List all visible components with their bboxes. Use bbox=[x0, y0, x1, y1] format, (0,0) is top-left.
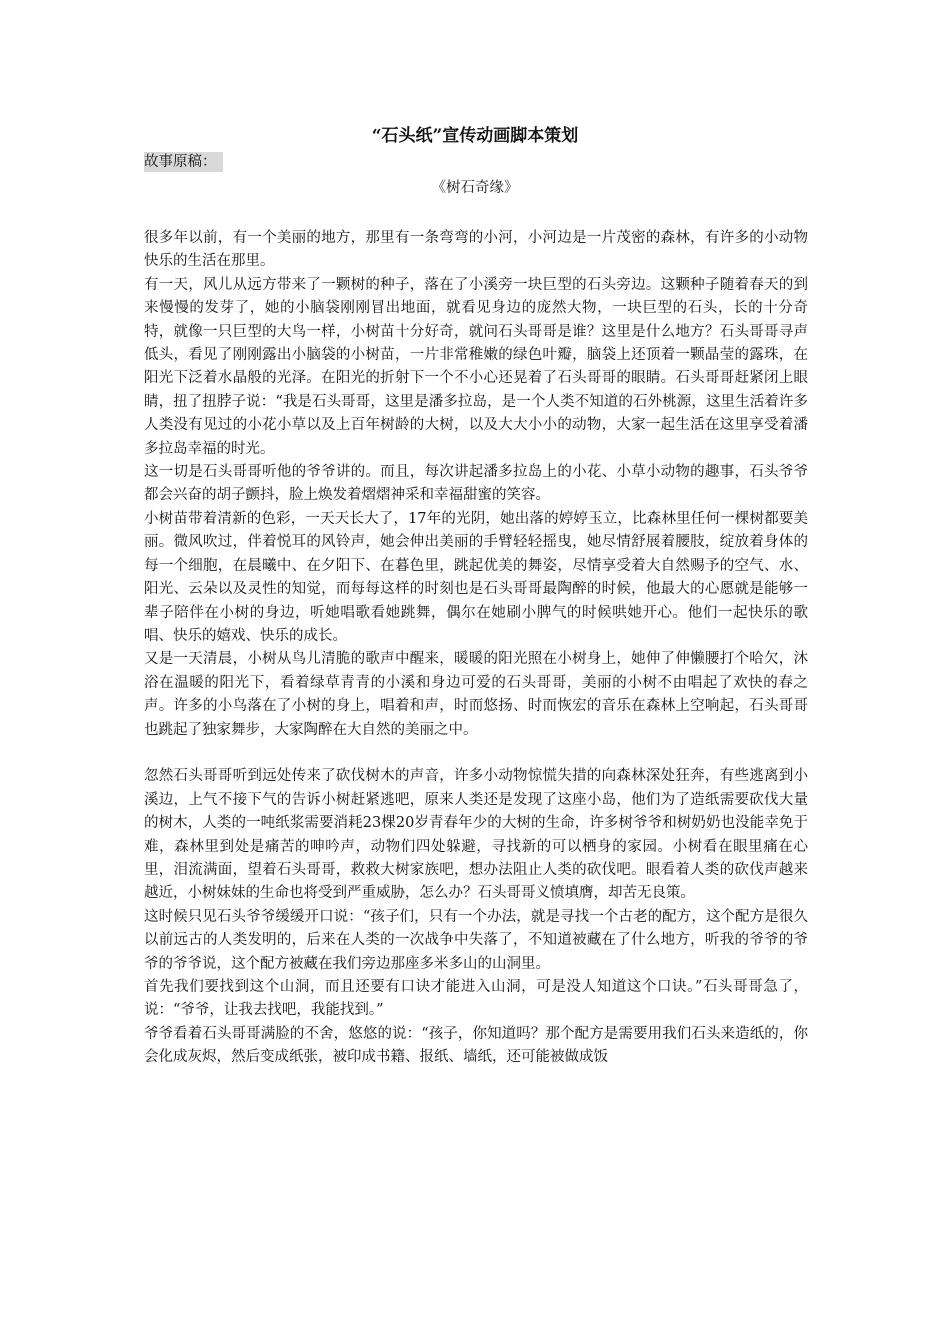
section-label: 故事原稿： bbox=[144, 152, 223, 172]
paragraph: 小树苗带着清新的色彩，一天天长大了，17年的光阴，她出落的婷婷玉立，比森林里任何一棵树都要美丽。微风吹过，伴着悦耳的风铃声，她会伸出美丽的手臂轻轻摇曳，她尽情舒展着腰肢，绽放着身体的每一个细胞，在晨曦中、在夕阳下、在暮色里，跳起优美的舞姿，尽情享受着大自然赐予的空气、水、阳光、云朵以及灵性的知觉，而每每这样的时刻也是石头哥哥最陶醉的时候，他最大的心愿就是能够一辈子陪伴在小树的身边，听她唱歌看她跳舞，偶尔在她刷小脾气的时候哄她开心。他们一起快乐的歌唱、快乐的嬉戏、快乐的成长。 bbox=[144, 510, 808, 644]
paragraph: 爷爷看着石头哥哥满脸的不舍，悠悠的说：“孩子，你知道吗？那个配方是需要用我们石头来造纸的，你会化成灰烬，然后变成纸张，被印成书籍、报纸、墙纸，还可能被做成饭 bbox=[144, 1025, 808, 1066]
story-body bbox=[144, 227, 808, 1070]
document-title: “石头纸”宣传动画脚本策划 bbox=[371, 126, 579, 146]
paragraph: 这一切是石头哥哥听他的爷爷讲的。而且，每次讲起潘多拉岛上的小花、小草小动物的趣事，石头爷爷都会兴奋的胡子颤抖，脸上焕发着熠熠神采和幸福甜蜜的笑容。 bbox=[144, 464, 808, 504]
paragraph: 有一天，风儿从远方带来了一颗树的种子，落在了小溪旁一块巨型的石头旁边。这颗种子随着春天的到来慢慢的发芽了，她的小脑袋刚刚冒出地面，就看见身边的庞然大物，一块巨型的石头，长的十分奇特，就像一只巨型的大鸟一样，小树苗十分好奇，就问石头哥哥是谁？这里是什么地方？石头哥哥寻声低头，看见了刚刚露出小脑袋的小树苗，一片非常稚嫩的绿色叶瓣，脑袋上还顶着一颗晶莹的露珠，在阳光下泛着水晶般的光泽。在阳光的折射下一个不小心还晃着了石头哥哥的眼睛。石头哥哥赶紧闭上眼睛，扭了扭脖子说：“我是石头哥哥，这里是潘多拉岛，是一个人类不知道的石外桃源，这里生活着许多人类没有见过的小花小草以及上百年树龄的大树，以及大大小小的动物，大家一起生活在这里享受着潘多拉岛幸福的时光。 bbox=[144, 276, 808, 457]
story-title: 《树石奇缘》 bbox=[431, 180, 519, 196]
paragraph: 很多年以前，有一个美丽的地方，那里有一条弯弯的小河，小河边是一片茂密的森林，有许多的小动物快乐的生活在那里。 bbox=[144, 230, 808, 270]
paragraph: 首先我们要找到这个山洞，而且还要有口诀才能进入山洞，可是没人知道这个口诀。”石头哥哥急了，说：“爷爷，让我去找吧，我能找到。” bbox=[144, 978, 808, 1019]
paragraph: 这时候只见石头爷爷缓缓开口说：“孩子们，只有一个办法，就是寻找一个古老的配方，这个配方是很久以前远古的人类发明的，后来在人类的一次战争中失落了，不知道被藏在了什么地方，听我的爷爷的爷爷的爷爷说，这个配方被藏在我们旁边那座多米多山的山洞里。 bbox=[144, 908, 808, 972]
paragraph: 又是一天清晨，小树从鸟儿清脆的歌声中醒来，暖暖的阳光照在小树身上，她伸了伸懒腰打个哈欠，沐浴在温暖的阳光下，看着绿草青青的小溪和身边可爱的石头哥哥，美丽的小树不由唱起了欢快的春之声。许多的小鸟落在了小树的身上，唱着和声，时而悠扬、时而恢宏的音乐在森林上空响起，石头哥哥也跳起了独家舞步，大家陶醉在大自然的美丽之中。 bbox=[144, 651, 808, 738]
paragraph: 忽然石头哥哥听到远处传来了砍伐树木的声音，许多小动物惊慌失措的向森林深处狂奔，有些逃离到小溪边，上气不接下气的告诉小树赶紧逃吧，原来人类还是发现了这座小岛，他们为了造纸需要砍伐大量的树木，人类的一吨纸浆需要消耗23棵20岁青春年少的大树的生命，许多树爷爷和树奶奶也没能幸免于难，森林里到处是痛苦的呻吟声，动物们四处躲避，寻找新的可以栖身的家园。小树看在眼里痛在心里，泪流满面，望着石头哥哥，救救大树家族吧，想办法阻止人类的砍伐吧。眼看着人类的砍伐声越来越近，小树妹妹的生命也将受到严重威胁，怎么办？石头哥哥义愤填膺，却苦无良策。 bbox=[144, 768, 808, 902]
